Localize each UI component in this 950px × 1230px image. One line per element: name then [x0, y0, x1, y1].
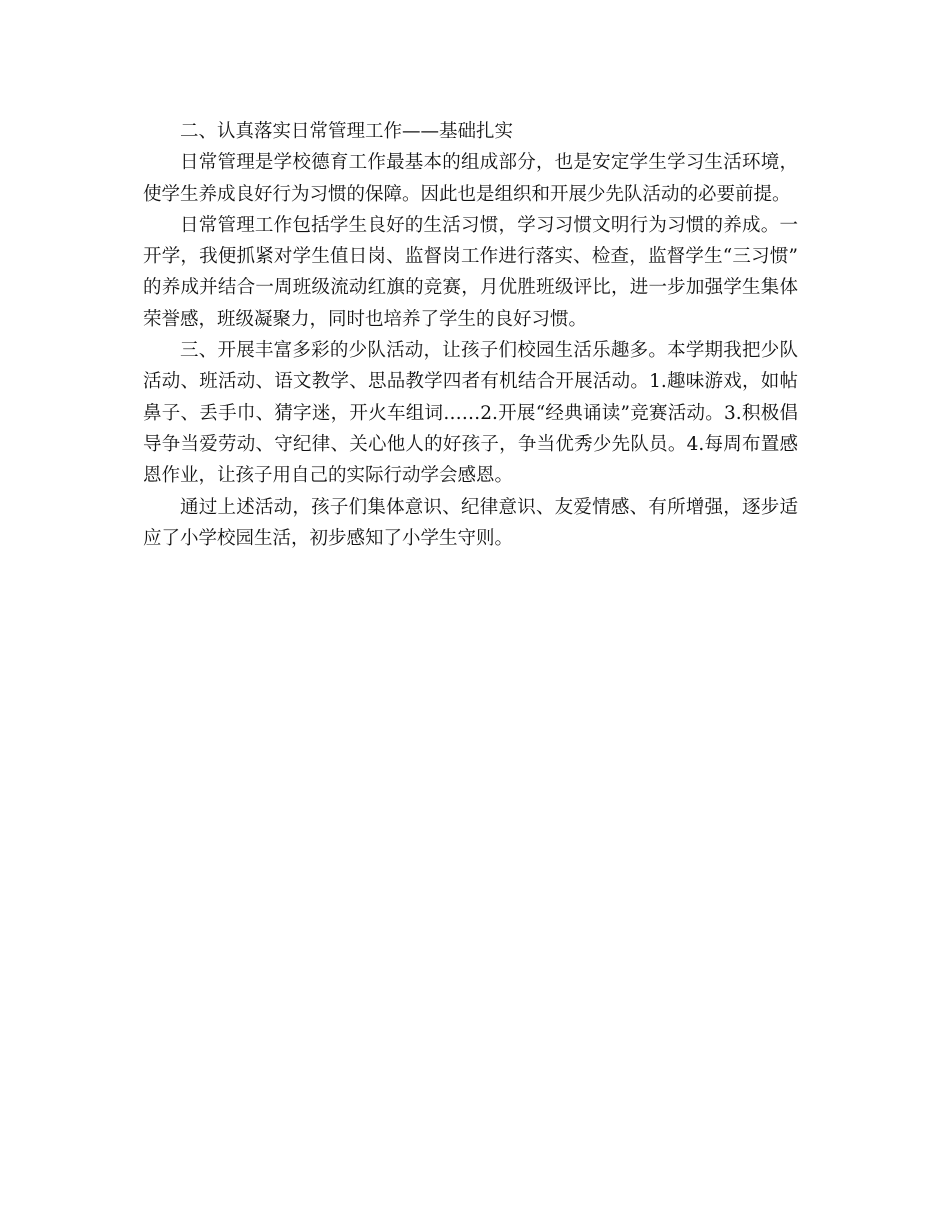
document-body: [143, 116, 798, 554]
paragraph-summary: 通过上述活动，孩子们集体意识、纪律意识、友爱情感、有所增强，逐步适应了小学校园生活，初步感知了小学生守则。: [143, 496, 798, 549]
paragraph-daily-management-details: 日常管理工作包括学生良好的生活习惯，学习习惯文明行为习惯的养成。一开学，我便抓紧对学生值日岗、监督岗工作进行落实、检查，监督学生“三习惯”的养成并结合一周班级流动红旗的竞赛，月优胜班级评比，进一步加强学生集体荣誉感，班级凝聚力，同时也培养了学生的良好习惯。: [143, 214, 798, 330]
section-heading-daily-management: 二、认真落实日常管理工作——基础扎实: [180, 121, 514, 142]
paragraph-daily-management-intro: 日常管理是学校德育工作最基本的组成部分，也是安定学生学习生活环境，使学生养成良好行为习惯的保障。因此也是组织和开展少先队活动的必要前提。: [143, 152, 798, 205]
paragraph-team-activities: 三、开展丰富多彩的少队活动，让孩子们校园生活乐趣多。本学期我把少队活动、班活动、语文教学、思品教学四者有机结合开展活动。1.趣味游戏，如帖鼻子、丢手巾、猜字迷，开火车组词……2.开展“经典诵读”竞赛活动。3.积极倡导争当爱劳动、守纪律、关心他人的好孩子，争当优秀少先队员。4.每周布置感恩作业，让孩子用自己的实际行动学会感恩。: [143, 340, 798, 487]
